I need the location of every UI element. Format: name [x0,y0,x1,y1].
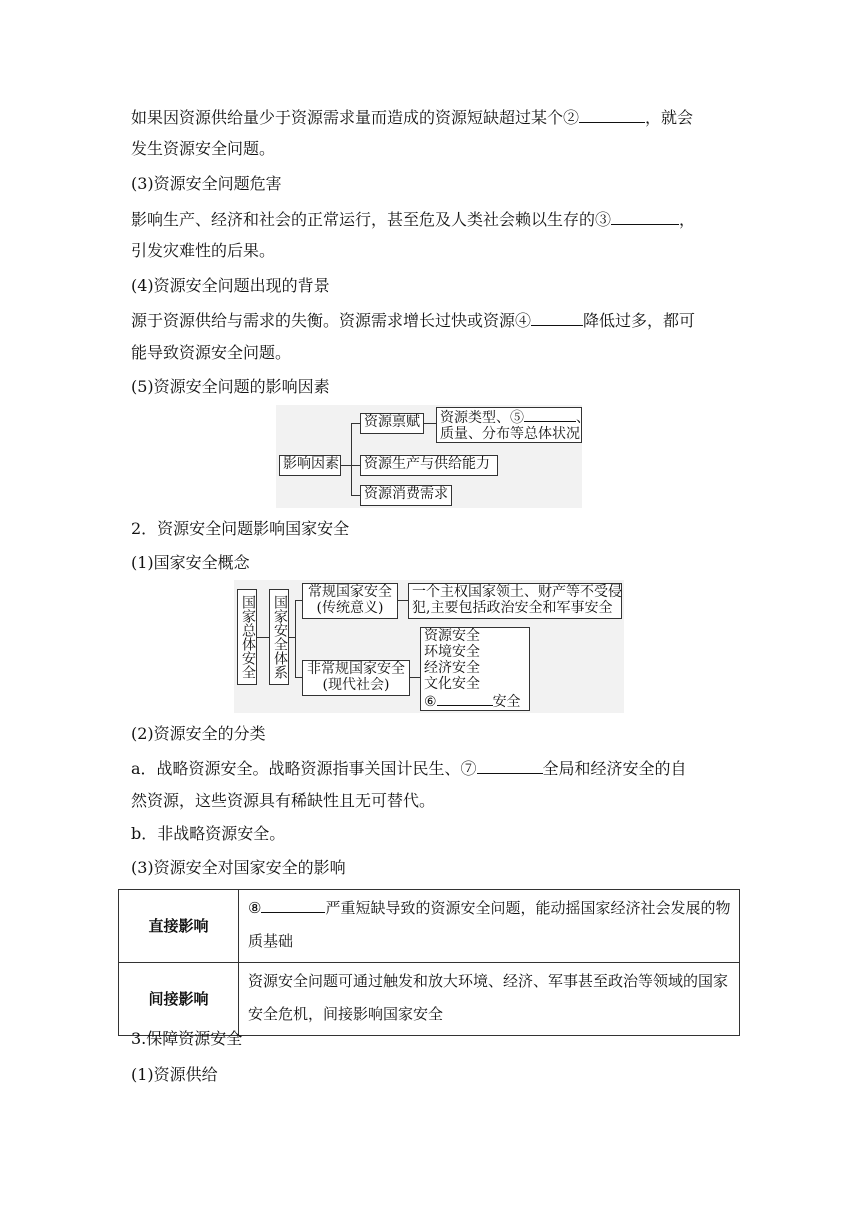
blank-5 [524,408,576,422]
root-box: 影响因素 [279,455,341,476]
detail-line [440,408,590,426]
list-item: 环境安全 [424,644,480,660]
section-heading: (3)资源安全问题危害 [131,174,282,193]
security-system-box: 国家安全体系 [269,589,289,685]
blank-4 [531,309,583,326]
national-security-diagram [234,580,624,713]
connector [295,600,296,678]
text-line [131,757,687,780]
text: 资源类型、⑤ [440,410,524,426]
text: 一个主权国家领土、财产等不受侵 [412,584,622,600]
text: 源于资源供给与需求的失衡。资源需求增长过快或资源④ [131,311,532,330]
connector [351,423,352,496]
factor-endowment: 资源禀赋 [360,413,424,434]
blank-7 [477,757,543,774]
influence-factors-diagram [276,405,590,508]
blank-3 [611,208,679,225]
arrow [257,637,269,638]
text-line: 引发灾难性的后果。 [131,241,276,260]
list-item: 文化安全 [424,676,480,692]
text: ，就会 [645,108,694,127]
connector [351,495,360,496]
section-heading: 3.保障资源安全 [131,1029,243,1048]
text-line [131,106,693,129]
text-line: 然资源，这些资源具有稀缺性且无可替代。 [131,791,436,810]
sub-heading: (3)资源安全对国家安全的影响 [131,858,346,877]
section-heading: (5)资源安全问题的影响因素 [131,377,330,396]
total-security-box: 国家总体安全 [237,589,257,685]
factor-supply-capacity: 资源生产与供给能力 [360,455,498,476]
text: (传统意义) [316,600,384,616]
table-cell [239,890,740,963]
nonregular-security-box [302,660,410,696]
arrow [410,677,420,678]
blank-8 [261,896,325,913]
text: 如果因资源供给量少于资源需求量而造成的资源短缺超过某个② [131,108,580,127]
text: 常规国家安全 [308,584,392,600]
list-item: 资源安全 [424,628,480,644]
table-cell: 资源安全问题可通过触发和放大环境、经济、军事甚至政治等领域的国家安全危机，间接影响国家安全 [239,963,740,1036]
factor-consumption-demand: 资源消费需求 [360,485,452,506]
section-heading: (4)资源安全问题出现的背景 [131,276,330,295]
text: ， [679,210,696,229]
arrow [398,600,408,601]
text-line [131,208,695,231]
text: 安全 [492,694,521,710]
connector [351,465,360,466]
connector [424,423,436,424]
text-line: b．非战略资源安全。 [131,824,286,843]
blank-6 [437,692,493,706]
table-header-cell: 直接影响 [119,890,239,963]
text: 非常规国家安全 [307,661,405,677]
text-line [131,309,695,332]
connector [351,423,360,424]
sub-heading: (1)资源供给 [131,1065,218,1084]
connector [341,465,351,466]
text: 降低过多，都可 [583,311,696,330]
text: (现代社会) [322,677,390,693]
list-item [424,692,526,710]
text-line: 能导致资源安全问题。 [131,343,292,362]
sub-heading: (1)国家安全概念 [131,553,250,572]
table-header-cell: 间接影响 [119,963,239,1036]
regular-security-box [302,583,398,619]
blank-2 [579,106,645,123]
text: 犯,主要包括政治安全和军事安全 [412,600,613,616]
text: ⑥ [424,694,437,710]
detail-line: 质量、分布等总体状况 [440,426,580,442]
sub-heading: (2)资源安全的分类 [131,724,266,743]
section-heading: 2．资源安全问题影响国家安全 [131,519,350,538]
list-item: 经济安全 [424,660,480,676]
text: ⑧ [248,899,262,917]
text: a．战略资源安全。战略资源指事关国计民生、⑦ [131,759,477,778]
text-line: 发生资源安全问题。 [131,139,276,158]
arrow [295,600,302,601]
text: 影响生产、经济和社会的正常运行，甚至危及人类社会赖以生存的③ [131,210,612,229]
text: 严重短缺导致的资源安全问题，能动摇国家经济社会发展的物质基础 [248,899,731,950]
table-row [119,963,740,1036]
text: 全局和经济安全的自 [542,759,687,778]
arrow [295,677,302,678]
table-row [119,890,740,963]
nonregular-security-list [420,627,530,711]
endowment-detail [436,407,590,443]
regular-security-detail [408,583,622,619]
impact-table [118,889,740,1036]
text: 、 [576,410,590,426]
